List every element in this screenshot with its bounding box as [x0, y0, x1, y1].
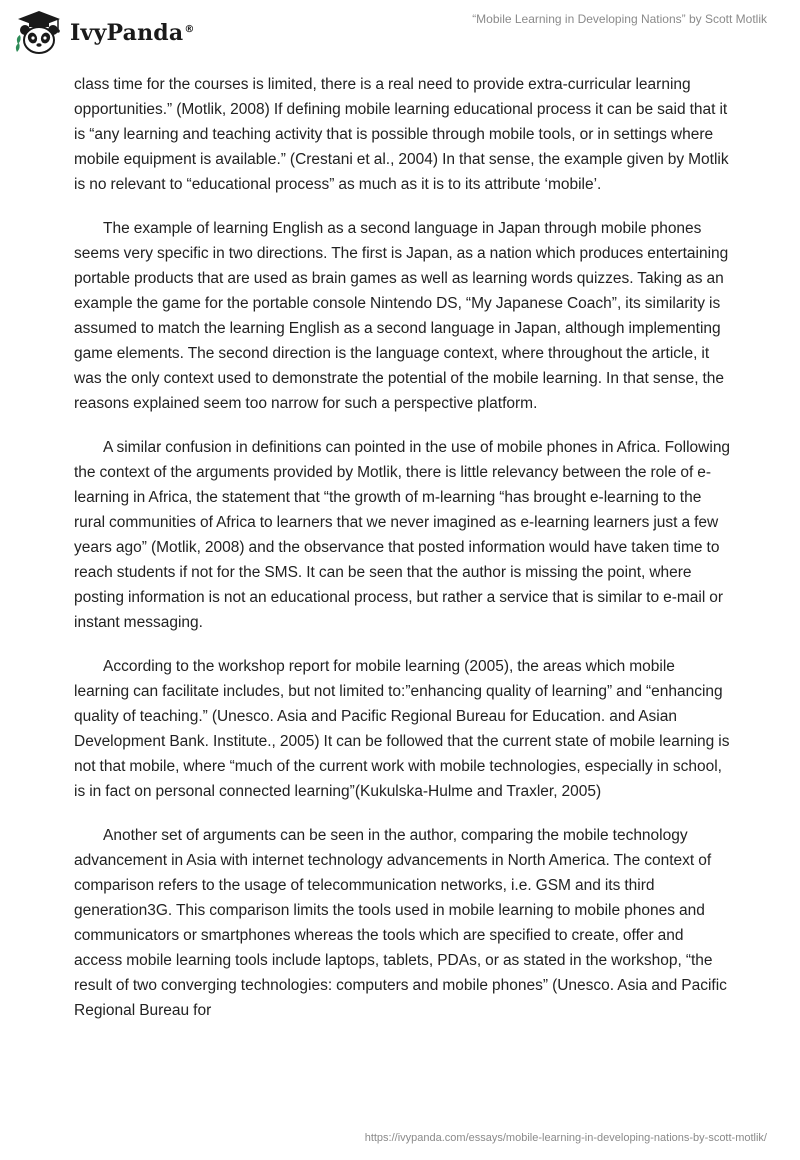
paragraph: class time for the courses is limited, there is a real need to provide extra-curricular learning opportunities.” (Motlik, 2008) If defining mobile learning educational process it can be said that it is “any learning and teaching activity that is possible through mobile tools, or in settings where mobile equipment is available.” (Crestani et al., 2004) In that sense, the example given by Motlik is no relevant to “educational process” as much as it is to its attribute ‘mobile’.: [74, 76, 729, 193]
essay-body: [74, 72, 734, 1042]
source-url[interactable]: https://ivypanda.com/essays/mobile-learning-in-developing-nations-by-scott-motlik/: [364, 1132, 767, 1144]
paragraph: A similar confusion in definitions can pointed in the use of mobile phones in Africa. Following the context of the arguments provided by Motlik, there is little relevancy between the role of e-learning in Africa, the statement that “the growth of m-learning “has brought e-learning to the rural communities of Africa to learners that we never imagined as e-learning learners just a few years ago” (Motlik, 2008) and the observance that posted information would have taken time to reach students if not for the SMS. It can be seen that the author is missing the point, where posting information is not an educational process, but rather a service that is similar to e-mail or instant messaging.: [74, 439, 731, 631]
ivypanda-logo[interactable]: [14, 8, 195, 58]
brand-name: IvyPanda®: [70, 20, 195, 46]
panda-graduate-icon: [14, 8, 64, 58]
paragraph: According to the workshop report for mobile learning (2005), the areas which mobile learning can facilitate includes, but not limited to:”enhancing quality of learning” and “enhancing quality of teaching.” (Unesco. Asia and Pacific Regional Bureau for Education. and Asian Development Bank. Institute., 2005) It can be followed that the current state of mobile learning is not that mobile, where “much of the current work with mobile technologies, especially in school, is in fact on personal connected learning”(Kukulska-Hulme and Traxler, 2005): [74, 658, 730, 800]
paragraph: Another set of arguments can be seen in the author, comparing the mobile technology advancement in Asia with internet technology advancements in North America. The context of comparison refers to the usage of telecommunication networks, i.e. GSM and its third generation3G. This comparison limits the tools used in mobile learning to mobile phones and communicators or smartphones whereas the tools which are specified to create, offer and access mobile learning tools include laptops, tablets, PDAs, or as stated in the workshop, “the result of two converging technologies: computers and mobile phones” (Unesco. Asia and Pacific Regional Bureau for: [74, 827, 727, 1019]
paragraph: The example of learning English as a second language in Japan through mobile phones seems very specific in two directions. The first is Japan, as a nation which produces entertaining portable products that are used as brain games as well as learning words quizzes. Taking as an example the game for the portable console Nintendo DS, “My Japanese Coach”, its similarity is assumed to match the learning English as a second language in Japan, although implementing game elements. The second direction is the language context, where throughout the article, it was the only context used to demonstrate the potential of the mobile learning. In that sense, the reasons explained seem too narrow for such a perspective platform.: [74, 220, 729, 412]
page-header: [0, 0, 800, 70]
document-title: “Mobile Learning in Developing Nations” by Scott Motlik: [472, 12, 767, 26]
